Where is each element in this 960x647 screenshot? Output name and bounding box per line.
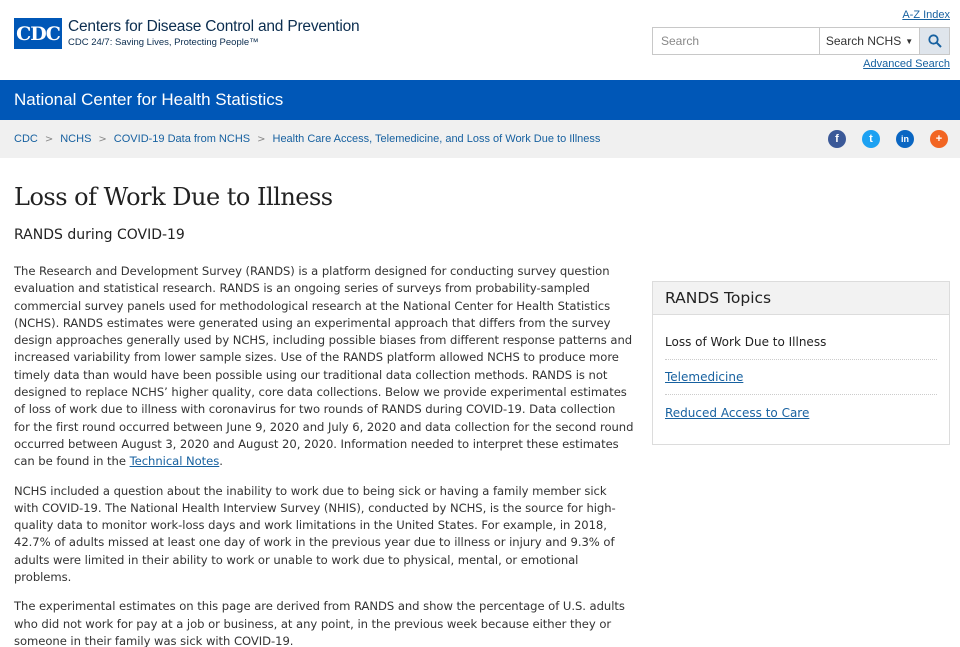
social-share: [828, 130, 948, 148]
linkedin-icon[interactable]: in: [896, 130, 914, 148]
banner-title[interactable]: National Center for Health Statistics: [14, 90, 284, 109]
breadcrumb-separator: >: [98, 133, 107, 145]
intro-paragraph: The Research and Development Survey (RANDS) is a platform designed for conducting survey question evaluation and statistical research. RANDS is an ongoing series of surveys from probability-sampled commercial survey panels used for methodological research at the National Center for Health Statistics (NCHS). RANDS estimates were generated using an experimental approach that differs from the survey design approaches generally used by NCHS, including possible biases from different response patterns and increased variability from lower sample sizes. Use of the RANDS platform allowed NCHS to produce more timely data than would have been possible using our traditional data collection methods. RANDS is not designed to replace NCHS’ higher quality, core data collections. Below we provide experimental estimates of loss of work due to illness with coronavirus for two rounds of RANDS during COVID-19. Data collection for the first round occurred between June 9, 2020 and July 6, 2020 and data collection for the second round occurred between August 3, 2020 and August 20, 2020. Information needed to interpret these estimates can be found in the Technical Notes.: [14, 264, 634, 469]
search-scope-dropdown[interactable]: Search NCHS ▼: [819, 27, 919, 55]
cdc-logo[interactable]: [14, 18, 359, 49]
rands-topics-list: [653, 325, 949, 430]
estimates-paragraph: The experimental estimates on this page are derived from RANDS and show the percentage of U.S. adults who did not work for pay at a job or business, at any point, in the previous week because either they or someone in their family was sick with COVID-19.: [14, 599, 625, 647]
rands-topics-header: RANDS Topics: [653, 282, 949, 315]
syndicate-icon[interactable]: +: [930, 130, 948, 148]
caret-down-icon: ▼: [905, 36, 914, 46]
breadcrumb: [0, 120, 960, 158]
facebook-icon[interactable]: f: [828, 130, 846, 148]
nhis-paragraph: NCHS included a question about the inability to work due to being sick or having a family member sick with COVID-19. The National Health Interview Survey (NHIS), conducted by NCHS, is the source for high-quality data to monitor work-loss days and work limitations in the United States. For example, in 2018, 42.7% of adults missed at least one day of work in the previous year due to illness or injury and 9.3% of adults were limited in their ability to work or unable to work due to physical, mental, or emotional problems.: [14, 483, 616, 585]
topic-reduced-access[interactable]: Reduced Access to Care: [665, 405, 810, 420]
advanced-search-link[interactable]: Advanced Search: [863, 58, 950, 70]
logo-title: Centers for Disease Control and Prevention: [68, 18, 360, 35]
topic-loss-of-work[interactable]: Loss of Work Due to Illness: [665, 325, 937, 360]
logo-tagline: CDC 24/7: Saving Lives, Protecting People™: [68, 37, 259, 48]
technical-notes-link[interactable]: Technical Notes: [129, 454, 220, 469]
breadcrumb-nchs[interactable]: NCHS: [60, 133, 92, 145]
breadcrumb-covid-data[interactable]: COVID-19 Data from NCHS: [113, 133, 251, 145]
search-button[interactable]: [919, 27, 950, 55]
site-banner: [0, 80, 960, 120]
search-bar: [652, 27, 950, 55]
breadcrumb-separator: >: [257, 133, 266, 145]
twitter-icon[interactable]: t: [862, 130, 880, 148]
rands-topics-panel: [652, 281, 950, 445]
breadcrumb-current[interactable]: Health Care Access, Telemedicine, and Loss of Work Due to Illness: [272, 133, 601, 145]
az-index-link[interactable]: A-Z Index: [902, 9, 950, 21]
site-header: [0, 0, 960, 80]
article-body: [14, 263, 634, 647]
search-icon: [928, 34, 942, 48]
main-content: [0, 183, 960, 647]
page-title: Loss of Work Due to Illness: [14, 183, 333, 211]
page-subtitle: RANDS during COVID-19: [14, 227, 185, 243]
cdc-logo-mark: CDC: [14, 18, 62, 49]
search-input[interactable]: [652, 27, 819, 55]
topic-telemedicine[interactable]: Telemedicine: [665, 360, 937, 395]
breadcrumb-separator: >: [44, 133, 54, 145]
breadcrumb-cdc[interactable]: CDC: [14, 133, 38, 145]
